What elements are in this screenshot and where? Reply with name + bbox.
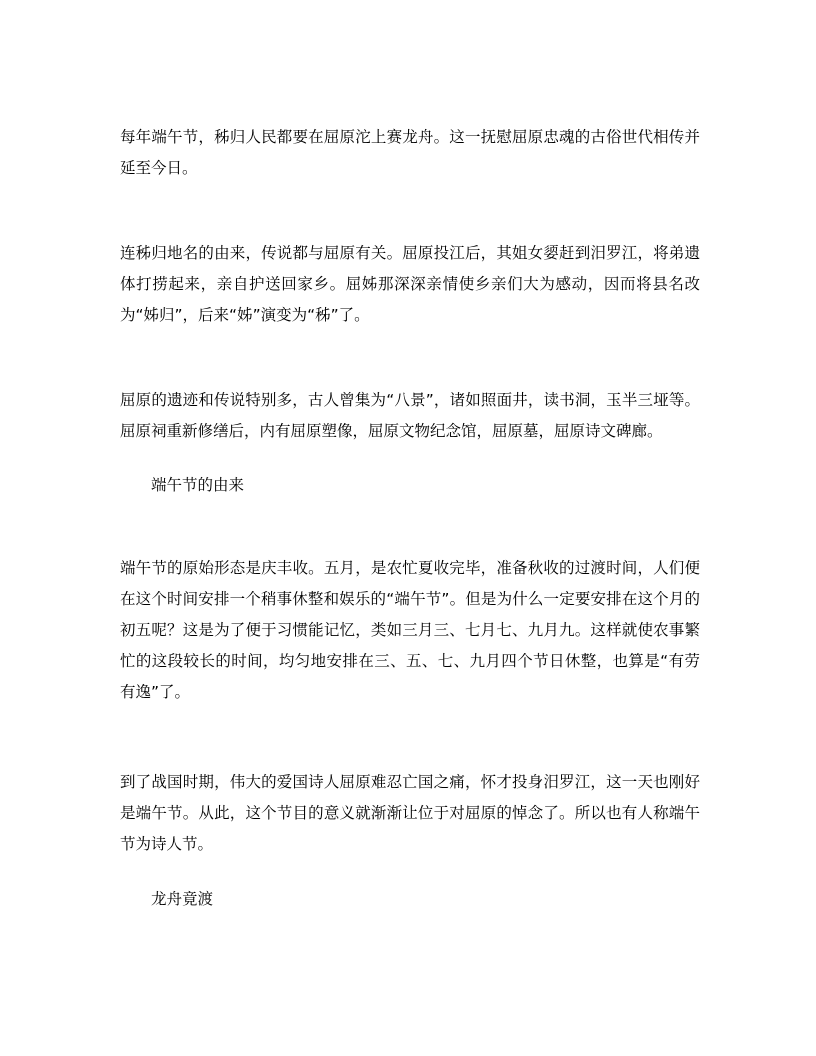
paragraph-dragon-boat-race: 每年端午节，秭归人民都要在屈原沱上赛龙舟。这一抚慰屈原忠魂的古俗世代相传并延至今日。 [120,128,700,177]
section-heading-dragon-boat: 龙舟竟渡 [151,890,214,908]
paragraph-qu-yuan-relics: 屈原的遗迹和传说特别多，古人曾集为“八景”，诸如照面井，读书洞，玉半三垭等。屈原祠重新修缮后，内有屈原塑像，屈原文物纪念馆，屈原墓，屈原诗文碑廊。 [120,391,700,440]
paragraph-harvest-origin: 端午节的原始形态是庆丰收。五月，是农忙夏收完毕，准备秋收的过渡时间，人们便在这个时间安排一个稍事休整和娱乐的“端午节”。但是为什么一定要安排在这个月的初五呢？这是为了便于习惯能记忆，类如三月三、七月七、九月九。这样就使农事繁忙的这段较长的时间，均匀地安排在三、五、七、九月四个节日休整，也算是“有劳有逸”了。 [120,559,700,701]
paragraph-warring-states: 到了战国时期，伟大的爱国诗人屈原难忍亡国之痛，怀才投身汨罗江，这一天也刚好是端午节。从此，这个节目的意义就渐渐让位于对屈原的悼念了。所以也有人称端午节为诗人节。 [120,773,700,853]
section-heading-festival-origin: 端午节的由来 [151,476,245,494]
paragraph-zigui-name-origin: 连秭归地名的由来，传说都与屈原有关。屈原投江后，其姐女媭赶到汨罗江，将弟遗体打捞起来，亲自护送回家乡。屈姊那深深亲情使乡亲们大为感动，因而将县名改为“姊归”，后来“姊”演变为“秭”了。 [120,244,700,324]
